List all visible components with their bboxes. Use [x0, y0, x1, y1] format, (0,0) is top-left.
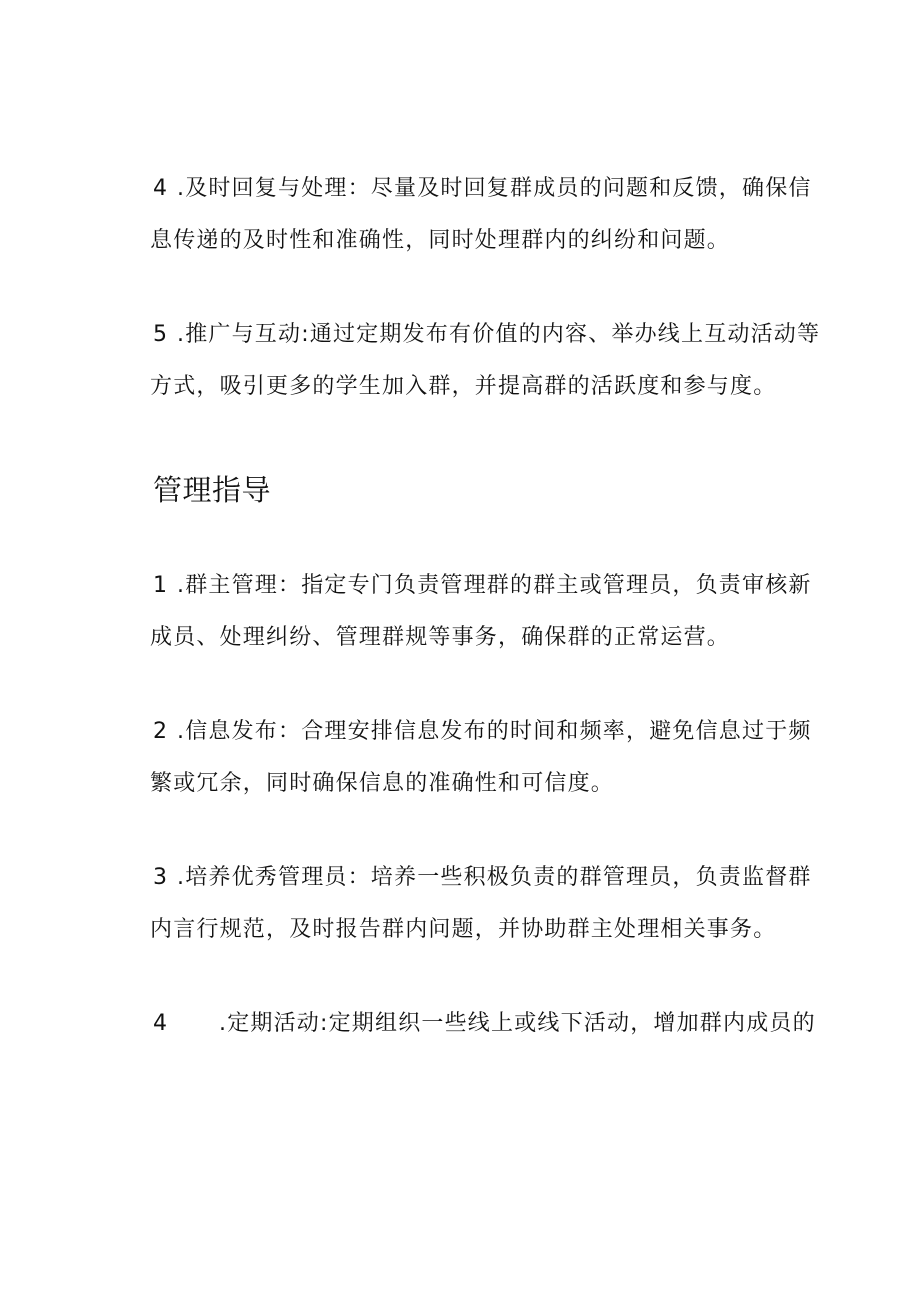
paragraph-line: 方式，吸引更多的学生加入群，并提高群的活跃度和参与度。 — [150, 374, 777, 399]
paragraph-text: .及时回复与处理：尽量及时回复群成员的问题和反馈，确保信 — [177, 176, 812, 201]
paragraph-timely-reply — [150, 163, 830, 267]
paragraph-info-release — [150, 706, 830, 810]
paragraph-regular-activities — [150, 998, 830, 1050]
paragraph-line — [150, 706, 830, 758]
paragraph-line — [150, 309, 830, 361]
paragraph-text: .定期活动:定期组织一些线上或线下活动，增加群内成员的 — [219, 1011, 816, 1036]
paragraph-text: .信息发布：合理安排信息发布的时间和频率，避免信息过于频 — [177, 719, 812, 744]
paragraph-line: 繁或冗余，同时确保信息的准确性和可信度。 — [150, 771, 615, 796]
paragraph-line: 息传递的及时性和准确性，同时处理群内的纠纷和问题。 — [150, 228, 731, 253]
paragraph-text: .培养优秀管理员：培养一些积极负责的群管理员，负责监督群 — [177, 865, 812, 890]
paragraph-line — [150, 163, 830, 215]
section-heading: 管理指导 — [153, 473, 272, 507]
item-number: 3 — [153, 865, 169, 890]
paragraph-group-owner — [150, 560, 830, 664]
paragraph-line — [150, 560, 830, 612]
paragraph-line: 成员、处理纠纷、管理群规等事务，确保群的正常运营。 — [150, 625, 731, 650]
paragraph-line: 内言行规范，及时报告群内问题，并协助群主处理相关事务。 — [150, 917, 777, 942]
paragraph-line — [150, 852, 830, 904]
item-number: 4 — [153, 1011, 169, 1036]
paragraph-text: .推广与互动:通过定期发布有价值的内容、举办线上互动活动等 — [177, 322, 821, 347]
paragraph-line — [150, 998, 830, 1050]
paragraph-promotion — [150, 309, 830, 413]
item-number: 1 — [153, 573, 169, 598]
item-number: 4 — [153, 176, 169, 201]
paragraph-train-admins — [150, 852, 830, 956]
paragraph-text: .群主管理：指定专门负责管理群的群主或管理员，负责审核新 — [177, 573, 812, 598]
item-number: 2 — [153, 719, 169, 744]
item-number: 5 — [153, 322, 169, 347]
